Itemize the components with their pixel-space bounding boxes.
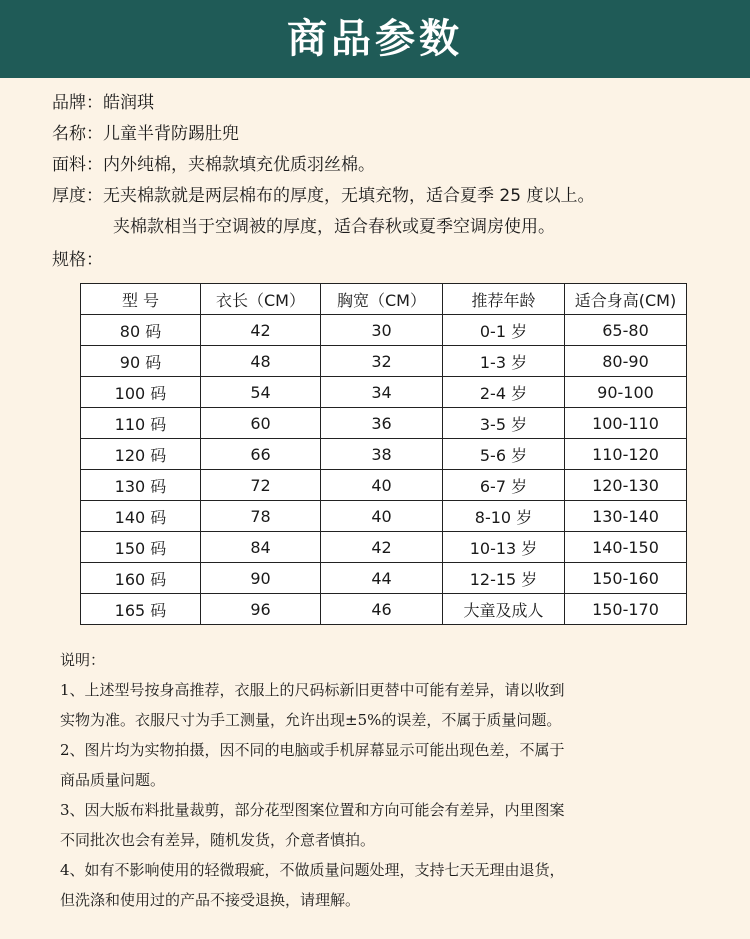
cell-height: 150-170: [565, 594, 687, 625]
thickness-line: 厚度：无夹棉款就是两层棉布的厚度，无填充物，适合夏季 25 度以上。: [52, 186, 595, 206]
cell-model: 80 码: [81, 315, 201, 346]
cell-model: 110 码: [81, 408, 201, 439]
cell-model: 160 码: [81, 563, 201, 594]
header-age: 推荐年龄: [443, 284, 565, 315]
cell-length: 72: [201, 470, 321, 501]
note-line: 商品质量问题。: [60, 771, 166, 789]
cell-length: 60: [201, 408, 321, 439]
cell-age: 6-7 岁: [443, 470, 565, 501]
cell-model: 150 码: [81, 532, 201, 563]
table-row: [81, 470, 687, 501]
table-row: [81, 377, 687, 408]
table-row: [81, 346, 687, 377]
cell-model: 140 码: [81, 501, 201, 532]
table-row: [81, 408, 687, 439]
notes-title: 说明：: [60, 651, 106, 669]
cell-height: 90-100: [565, 377, 687, 408]
table-row: [81, 532, 687, 563]
header-length: 衣长（CM）: [201, 284, 321, 315]
cell-chest: 44: [321, 563, 443, 594]
table-row: [81, 594, 687, 625]
cell-height: 80-90: [565, 346, 687, 377]
size-table: [80, 283, 687, 625]
note-line: 不同批次也会有差异，随机发货，介意者慎拍。: [60, 831, 376, 849]
cell-model: 90 码: [81, 346, 201, 377]
cell-age: 2-4 岁: [443, 377, 565, 408]
cell-age: 10-13 岁: [443, 532, 565, 563]
cell-chest: 30: [321, 315, 443, 346]
product-params: [52, 88, 732, 243]
note-line: 但洗涤和使用过的产品不接受退换，请理解。: [60, 891, 361, 909]
cell-length: 66: [201, 439, 321, 470]
cell-height: 100-110: [565, 408, 687, 439]
cell-height: 65-80: [565, 315, 687, 346]
cell-age: 12-15 岁: [443, 563, 565, 594]
cell-length: 96: [201, 594, 321, 625]
cell-chest: 40: [321, 470, 443, 501]
note-line: 4、如有不影响使用的轻微瑕疵，不做质量问题处理，支持七天无理由退货，: [60, 861, 565, 879]
name-line: 名称：儿童半背防踢肚兜: [52, 124, 239, 144]
cell-chest: 46: [321, 594, 443, 625]
note-line: 2、图片均为实物拍摄，因不同的电脑或手机屏幕显示可能出现色差，不属于: [60, 741, 565, 759]
header-height: 适合身高(CM): [565, 284, 687, 315]
cell-height: 140-150: [565, 532, 687, 563]
cell-height: 120-130: [565, 470, 687, 501]
cell-chest: 40: [321, 501, 443, 532]
cell-chest: 34: [321, 377, 443, 408]
fabric-line: 面料：内外纯棉，夹棉款填充优质羽丝棉。: [52, 155, 375, 175]
table-row: [81, 501, 687, 532]
cell-age: 3-5 岁: [443, 408, 565, 439]
thickness-line-continued: 夹棉款相当于空调被的厚度，适合春秋或夏季空调房使用。: [113, 217, 555, 237]
cell-length: 90: [201, 563, 321, 594]
cell-chest: 38: [321, 439, 443, 470]
cell-height: 110-120: [565, 439, 687, 470]
cell-age: 1-3 岁: [443, 346, 565, 377]
cell-chest: 42: [321, 532, 443, 563]
note-line: 实物为准。衣服尺寸为手工测量，允许出现±5%的误差，不属于质量问题。: [60, 711, 562, 729]
cell-length: 54: [201, 377, 321, 408]
table-row: [81, 315, 687, 346]
cell-height: 150-160: [565, 563, 687, 594]
table-row: [81, 439, 687, 470]
cell-length: 48: [201, 346, 321, 377]
header-model: 型 号: [81, 284, 201, 315]
table-header-row: [81, 284, 687, 315]
page-title: 商品参数: [287, 16, 463, 62]
cell-chest: 36: [321, 408, 443, 439]
cell-model: 120 码: [81, 439, 201, 470]
notes-section: [60, 645, 720, 915]
cell-model: 100 码: [81, 377, 201, 408]
cell-model: 165 码: [81, 594, 201, 625]
note-line: 3、因大版布料批量裁剪，部分花型图案位置和方向可能会有差异，内里图案: [60, 801, 565, 819]
cell-age: 大童及成人: [443, 594, 565, 625]
cell-length: 84: [201, 532, 321, 563]
cell-length: 42: [201, 315, 321, 346]
header-chest: 胸宽（CM）: [321, 284, 443, 315]
cell-length: 78: [201, 501, 321, 532]
cell-age: 0-1 岁: [443, 315, 565, 346]
spec-label: 规格：: [52, 250, 103, 270]
cell-chest: 32: [321, 346, 443, 377]
table-row: [81, 563, 687, 594]
brand-line: 品牌：皓润琪: [52, 93, 154, 113]
cell-height: 130-140: [565, 501, 687, 532]
cell-model: 130 码: [81, 470, 201, 501]
note-line: 1、上述型号按身高推荐，衣服上的尺码标新旧更替中可能有差异，请以收到: [60, 681, 565, 699]
cell-age: 8-10 岁: [443, 501, 565, 532]
cell-age: 5-6 岁: [443, 439, 565, 470]
